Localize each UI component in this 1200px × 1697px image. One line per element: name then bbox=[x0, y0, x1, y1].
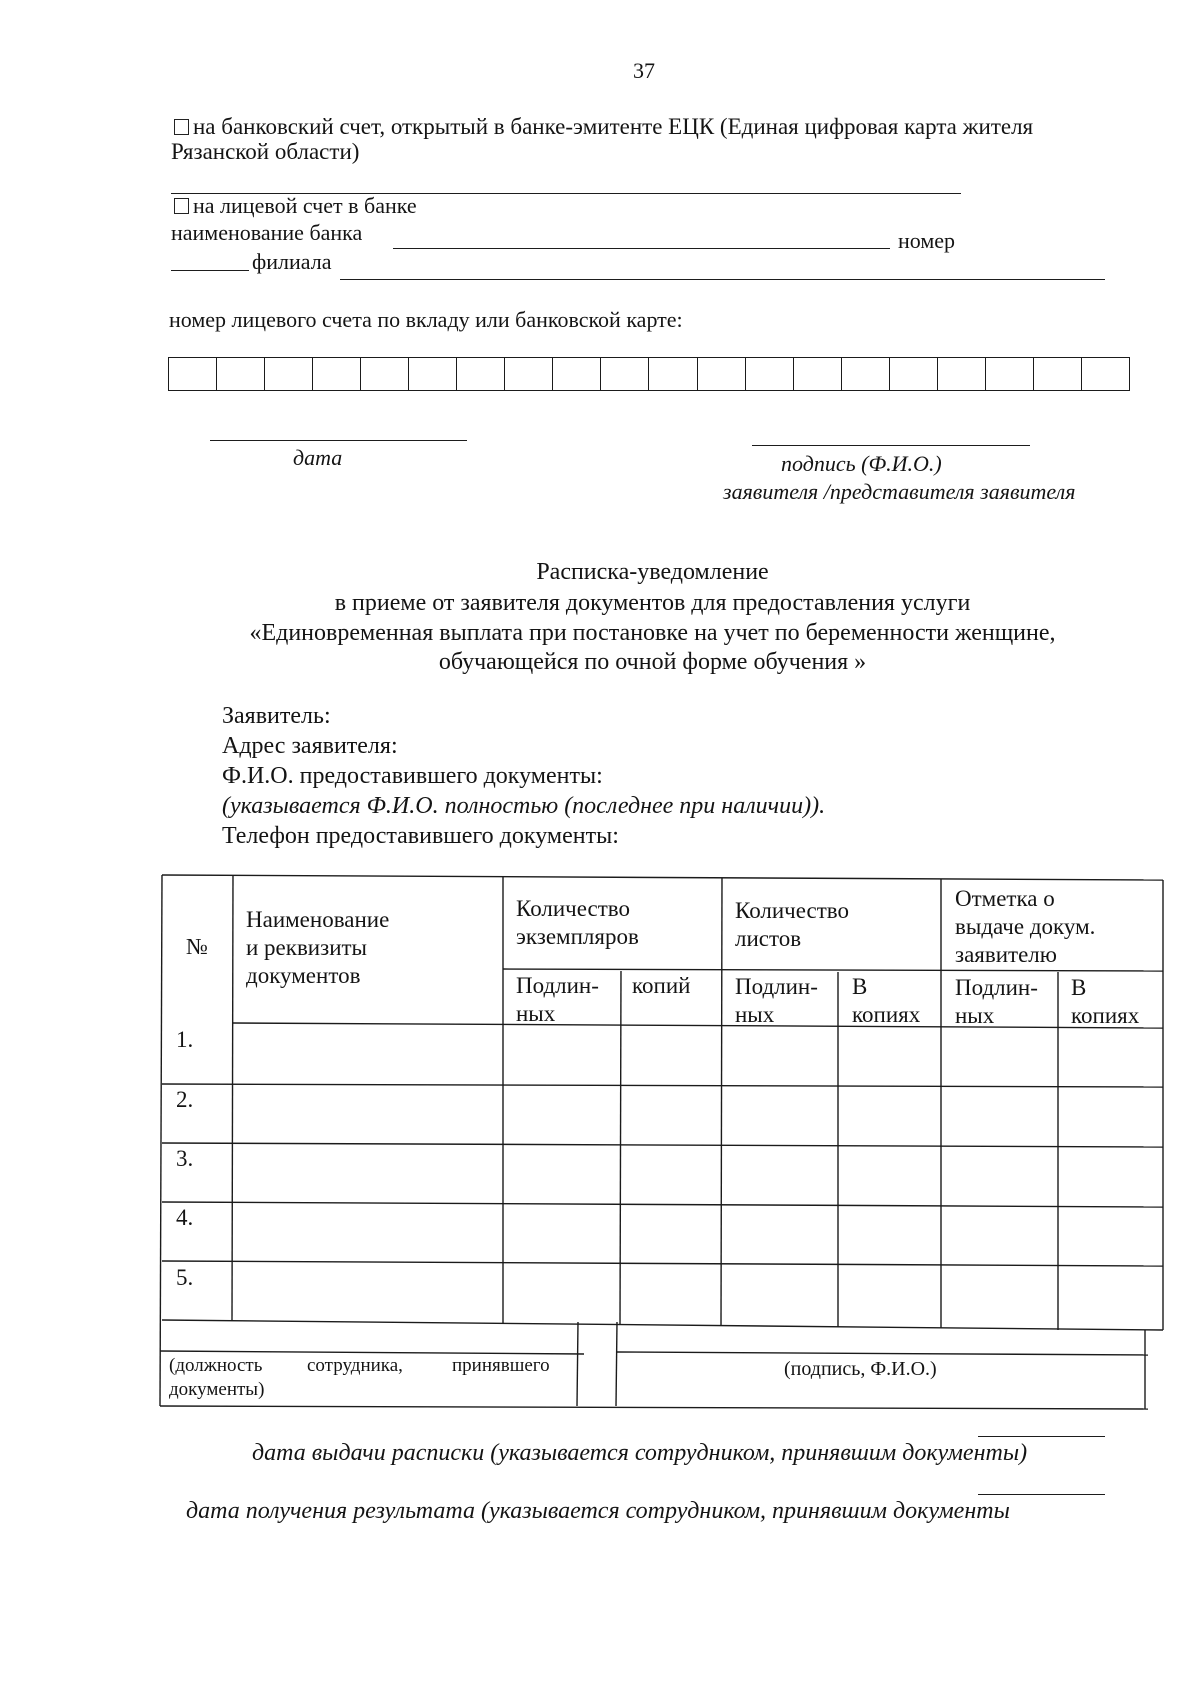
footer-sign-label: (подпись, Ф.И.О.) bbox=[784, 1358, 937, 1380]
header-sheets-2: листов bbox=[735, 926, 802, 951]
receipt-subtitle-2: «Единовременная выплата при постановке на учет по беременности женщине, bbox=[249, 620, 1056, 646]
sub-original-1: Подлин- bbox=[516, 973, 599, 998]
header-sheets-1: Количество bbox=[735, 898, 849, 923]
table-row-number: 2. bbox=[176, 1087, 194, 1112]
header-copies-2: экземпляров bbox=[516, 924, 639, 949]
header-mark-2: выдаче докум. bbox=[955, 914, 1096, 939]
table-row-number: 4. bbox=[176, 1205, 194, 1230]
sub-issue-copies-2: копиях bbox=[1071, 1003, 1140, 1028]
table-row-number: 3. bbox=[176, 1146, 194, 1171]
result-date-line bbox=[978, 1494, 1105, 1495]
sub-issue-original-2: ных bbox=[955, 1003, 995, 1028]
header-name-1: Наименование bbox=[246, 907, 390, 932]
option-bank-card-cont: Рязанской области) bbox=[171, 139, 360, 164]
header-copies-1: Количество bbox=[516, 896, 630, 921]
issue-date-line bbox=[978, 1436, 1105, 1437]
applicant-label: Заявитель: bbox=[222, 703, 331, 729]
issue-date-label: дата выдачи расписки (указывается сотрудником, принявшим документы) bbox=[252, 1440, 1028, 1466]
employee-label-4: документы) bbox=[169, 1379, 265, 1400]
sub-sheets-copies-1: В bbox=[852, 974, 868, 999]
submitter-label: Ф.И.О. предоставившего документы: bbox=[222, 763, 603, 789]
table-row-number: 5. bbox=[176, 1265, 194, 1290]
employee-label-2: сотрудника, bbox=[307, 1355, 403, 1376]
applicant-address-label: Адрес заявителя: bbox=[222, 733, 398, 759]
employee-label-1: (должность bbox=[169, 1355, 263, 1376]
header-name-3: документов bbox=[246, 963, 361, 988]
receipt-subtitle-1: в приеме от заявителя документов для предоставления услуги bbox=[334, 590, 971, 616]
table-row-number: 1. bbox=[176, 1027, 194, 1052]
option-personal-account-label: на лицевой счет в банке bbox=[193, 193, 417, 218]
receipt-title: Расписка-уведомление bbox=[536, 559, 769, 585]
header-name-2: и реквизиты bbox=[246, 935, 368, 960]
header-mark-3: заявителю bbox=[955, 942, 1057, 967]
sub-sheets-copies-2: копиях bbox=[852, 1002, 921, 1027]
sub-sheets-original-1: Подлин- bbox=[735, 974, 818, 999]
signature-sub-label: заявителя /представителя заявителя bbox=[723, 479, 1076, 504]
sub-issue-copies-1: В bbox=[1071, 975, 1087, 1000]
submitter-note: (указывается Ф.И.О. полностью (последнее при наличии)). bbox=[222, 793, 826, 819]
receipt-subtitle-3: обучающейся по очной форме обучения » bbox=[438, 649, 867, 675]
phone-label: Телефон предоставившего документы: bbox=[222, 823, 619, 849]
sub-original-2: ных bbox=[516, 1001, 556, 1026]
date-label: дата bbox=[293, 445, 343, 470]
header-num: № bbox=[186, 934, 208, 959]
header-mark-1: Отметка о bbox=[955, 886, 1055, 911]
signature-label: подпись (Ф.И.О.) bbox=[781, 451, 942, 476]
sub-sheets-original-2: ных bbox=[735, 1002, 775, 1027]
option-bank-card-label: на банковский счет, открытый в банке-эмитенте ЕЦК (Единая цифровая карта жителя bbox=[193, 114, 1034, 139]
sub-copies: копий bbox=[632, 973, 691, 998]
employee-label-3: принявшего bbox=[452, 1355, 550, 1376]
branch-label: филиала bbox=[252, 249, 332, 274]
page-number: 37 bbox=[633, 58, 655, 83]
number-label: номер bbox=[898, 228, 956, 253]
result-date-label: дата получения результата (указывается сотрудником, принявшим документы bbox=[186, 1498, 1010, 1524]
bank-name-label: наименование банка bbox=[171, 220, 363, 245]
account-number-label: номер лицевого счета по вкладу или банковской карте: bbox=[169, 307, 683, 332]
sub-issue-original-1: Подлин- bbox=[955, 975, 1038, 1000]
